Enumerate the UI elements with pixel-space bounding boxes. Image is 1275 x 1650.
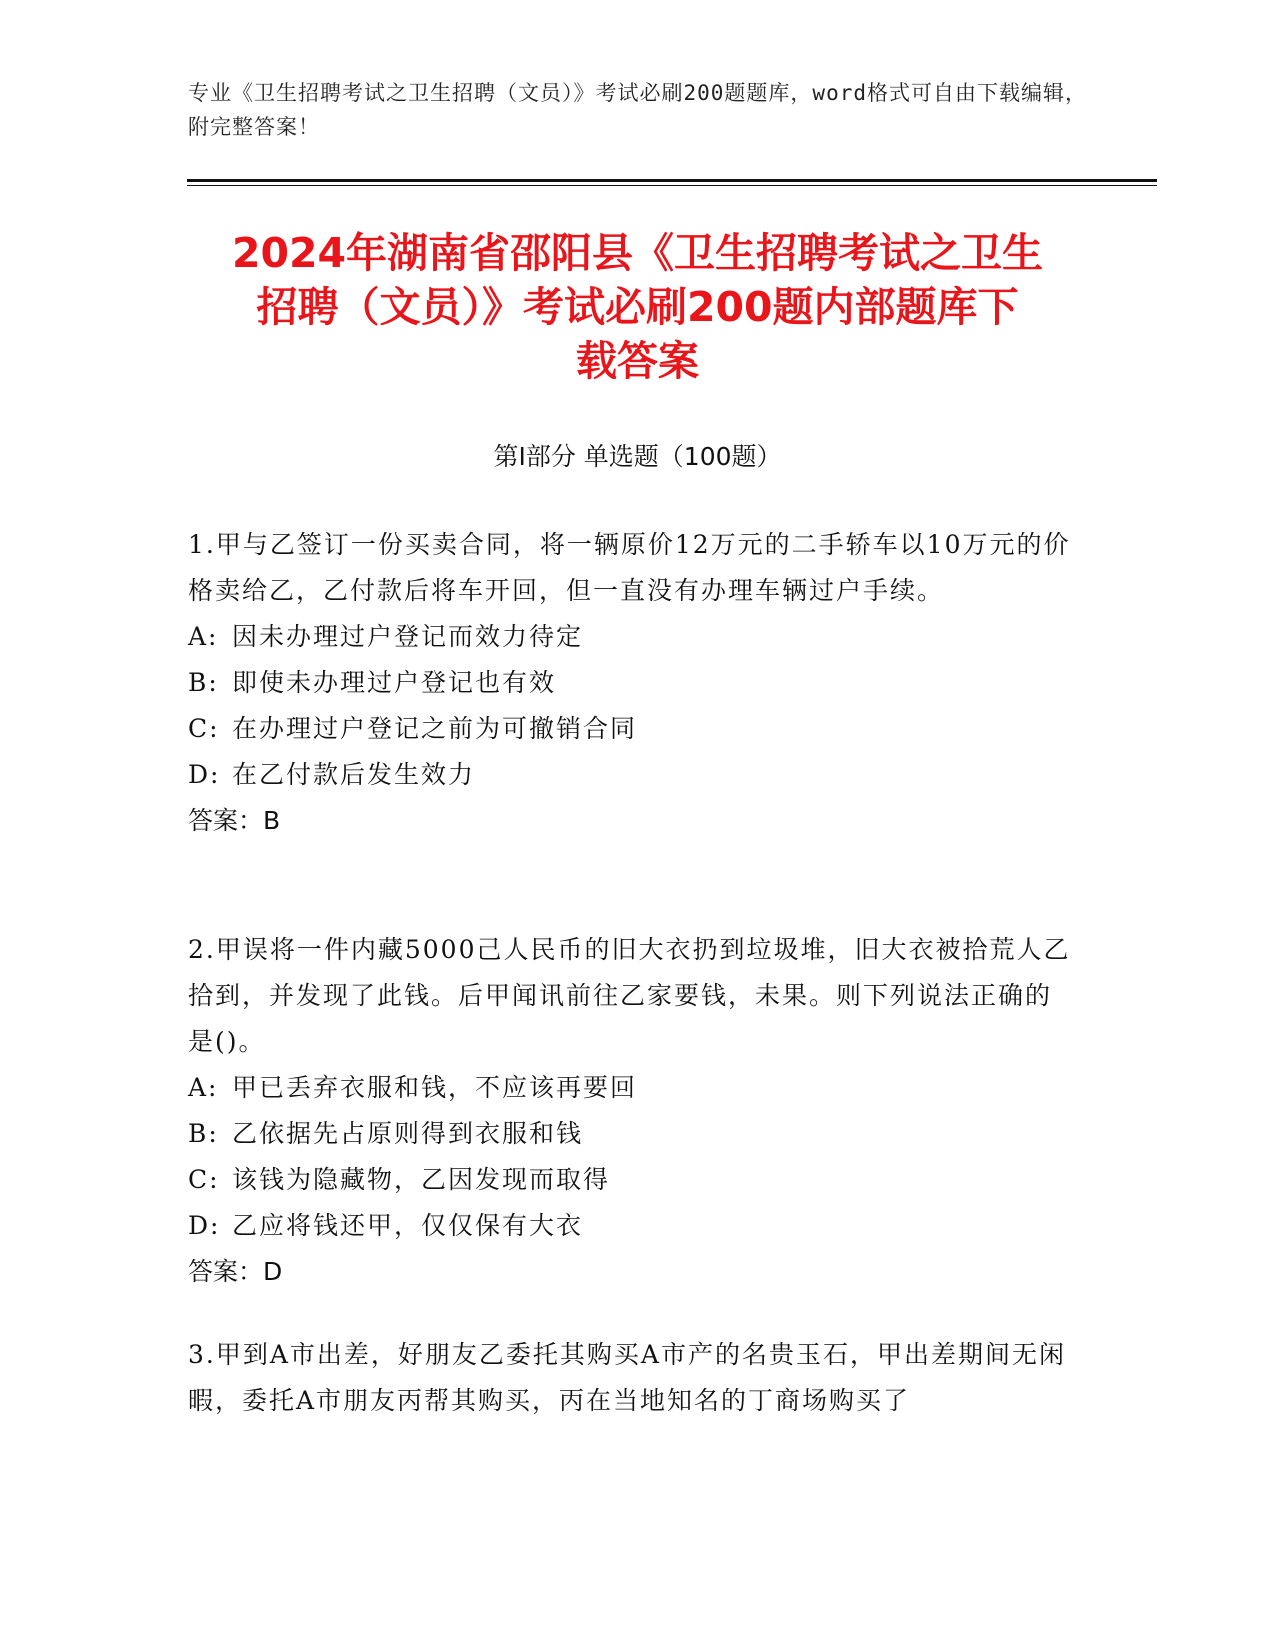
option-b <box>188 1111 1078 1157</box>
option-text: 乙应将钱还甲，仅仅保有大衣 <box>232 1211 584 1240</box>
answer-line: 答案：D <box>188 1257 283 1286</box>
option-text: 该钱为隐藏物，乙因发现而取得 <box>232 1165 611 1194</box>
option-letter: D: <box>188 760 221 789</box>
option-text: 乙依据先占原则得到衣服和钱 <box>232 1119 584 1148</box>
question-block <box>188 1332 1078 1424</box>
option-letter: C: <box>188 714 220 743</box>
option-letter: B: <box>188 1119 219 1148</box>
question-block <box>188 522 1078 844</box>
answer-line: 答案：B <box>188 806 281 835</box>
header-note: 专业《卫生招聘考试之卫生招聘（文员）》考试必刷200题题库，word格式可自由下载编辑，附完整答案！ <box>188 81 1087 139</box>
option-letter: B: <box>188 668 219 697</box>
question-stem: 1.甲与乙签订一份买卖合同，将一辆原价12万元的二手轿车以10万元的价格卖给乙，乙付款后将车开回，但一直没有办理车辆过户手续。 <box>188 530 1071 605</box>
header-divider-thin <box>187 185 1157 186</box>
document-title <box>150 226 1125 388</box>
title-line: 载答案 <box>576 337 699 385</box>
section-heading: 第I部分 单选题（100题） <box>493 442 782 471</box>
option-c <box>188 706 1078 752</box>
option-text: 在乙付款后发生效力 <box>232 760 476 789</box>
option-text: 即使未办理过户登记也有效 <box>232 668 557 697</box>
option-c <box>188 1157 1078 1203</box>
option-text: 因未办理过户登记而效力待定 <box>232 622 584 651</box>
option-text: 在办理过户登记之前为可撤销合同 <box>232 714 638 743</box>
option-a <box>188 614 1078 660</box>
option-text: 甲已丢弃衣服和钱，不应该再要回 <box>232 1073 638 1102</box>
title-line: 2024年湖南省邵阳县《卫生招聘考试之卫生 <box>231 229 1044 277</box>
title-line: 招聘（文员）》考试必刷200题内部题库下 <box>256 283 1019 331</box>
question-stem: 3.甲到A市出差，好朋友乙委托其购买A市产的名贵玉石，甲出差期间无闲暇，委托A市朋友丙帮其购买，丙在当地知名的丁商场购买了 <box>188 1340 1066 1415</box>
option-d <box>188 752 1078 798</box>
option-d <box>188 1203 1078 1249</box>
option-letter: A: <box>188 622 219 651</box>
question-stem: 2.甲误将一件内藏5000己人民币的旧大衣扔到垃圾堆，旧大衣被拾荒人乙拾到，并发现了此钱。后甲闻讯前往乙家要钱，未果。则下列说法正确的是()。 <box>188 935 1071 1056</box>
option-b <box>188 660 1078 706</box>
header-divider-thick <box>187 179 1157 182</box>
option-a <box>188 1065 1078 1111</box>
option-letter: A: <box>188 1073 219 1102</box>
question-block <box>188 927 1078 1295</box>
option-letter: C: <box>188 1165 220 1194</box>
option-letter: D: <box>188 1211 221 1240</box>
